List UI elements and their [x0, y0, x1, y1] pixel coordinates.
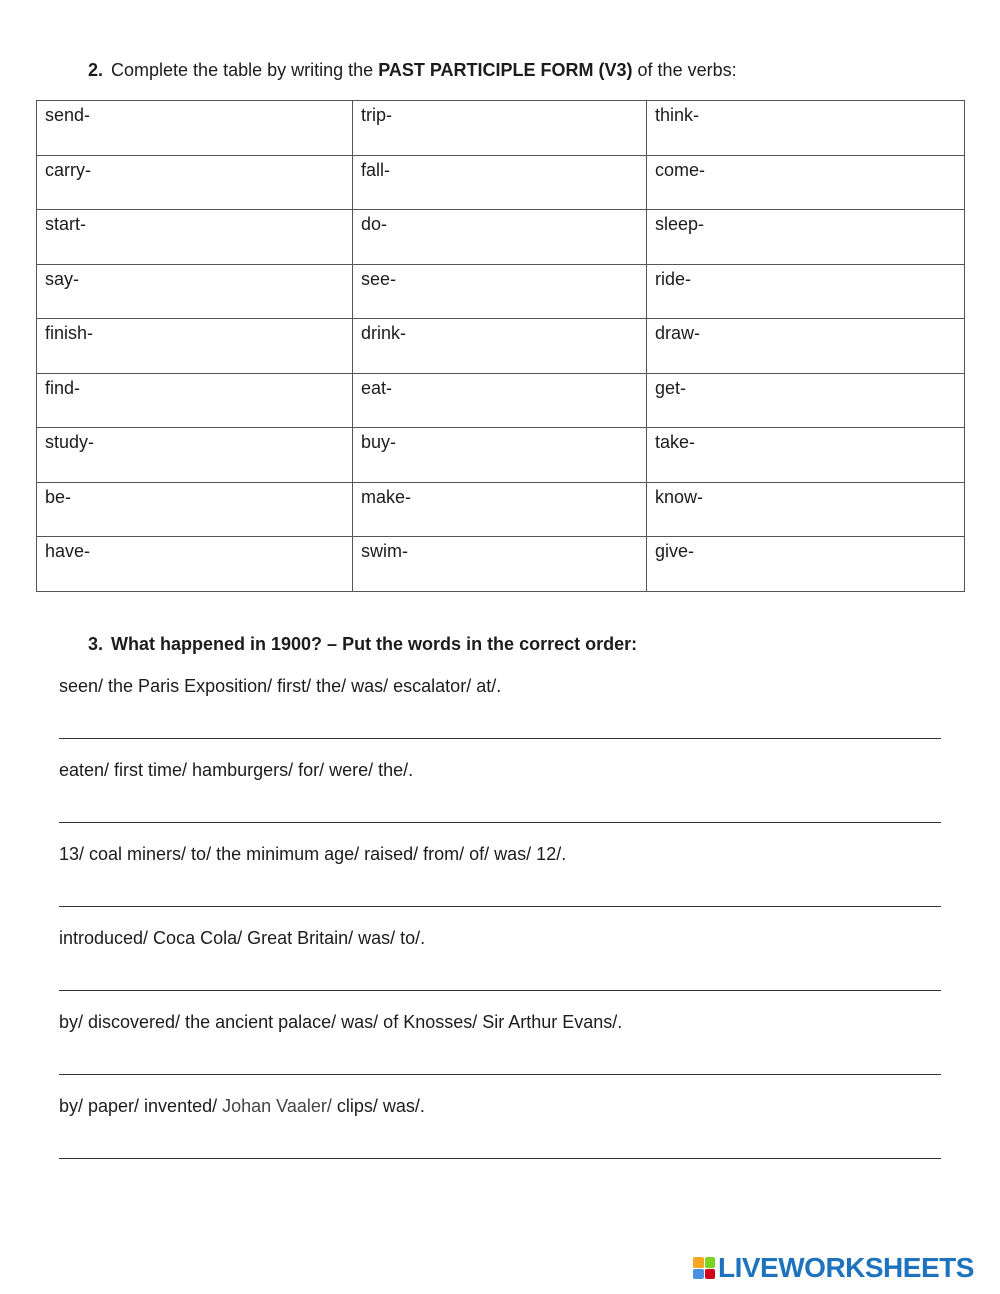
verb-cell[interactable]: find-: [37, 373, 353, 428]
prompt-5: by/ discovered/ the ancient palace/ was/ of Knosses/ Sir Arthur Evans/.: [59, 1012, 623, 1032]
verb-table: [36, 100, 965, 592]
prompt-6-part-3: clips/ was/.: [336, 1096, 425, 1116]
answer-line-6[interactable]: [59, 1158, 941, 1159]
answer-line-4[interactable]: [59, 990, 941, 991]
prompt-6-part-1: by/ paper/ invented/: [59, 1096, 218, 1116]
verb-cell[interactable]: see-: [353, 264, 647, 319]
verb-cell[interactable]: send-: [37, 101, 353, 156]
table-row: [37, 101, 965, 156]
logo-mark-square: [705, 1257, 716, 1268]
logo-mark-icon: [693, 1257, 715, 1279]
prompt-2: eaten/ first time/ hamburgers/ for/ were/ the/.: [59, 760, 414, 780]
question-3-text: What happened in 1900? – Put the words in the correct order:: [111, 634, 638, 654]
logo-mark-square: [693, 1269, 704, 1280]
prompt-4: introduced/ Coca Cola/ Great Britain/ was/ to/.: [59, 928, 426, 948]
verb-cell[interactable]: come-: [647, 155, 965, 210]
table-row: [37, 264, 965, 319]
instruction-text: Complete the table by writing the: [111, 60, 374, 80]
verb-cell[interactable]: trip-: [353, 101, 647, 156]
logo-mark-square: [705, 1269, 716, 1280]
prompt-6: [59, 1096, 425, 1117]
answer-line-3[interactable]: [59, 906, 941, 907]
table-row: [37, 428, 965, 483]
prompt-1: seen/ the Paris Exposition/ first/ the/ was/ escalator/ at/.: [59, 676, 502, 696]
verb-cell[interactable]: study-: [37, 428, 353, 483]
table-row: [37, 155, 965, 210]
verb-cell[interactable]: make-: [353, 482, 647, 537]
verb-cell[interactable]: take-: [647, 428, 965, 483]
table-row: [37, 210, 965, 265]
verb-cell[interactable]: eat-: [353, 373, 647, 428]
verb-cell[interactable]: get-: [647, 373, 965, 428]
question-number: 3.: [88, 634, 104, 654]
verb-cell[interactable]: drink-: [353, 319, 647, 374]
logo-text: LIVEWORKSHEETS: [718, 1252, 974, 1283]
instruction-bold: PAST PARTICIPLE FORM (V3): [378, 60, 633, 80]
verb-cell[interactable]: fall-: [353, 155, 647, 210]
verb-cell[interactable]: have-: [37, 537, 353, 592]
verb-cell[interactable]: finish-: [37, 319, 353, 374]
table-row: [37, 319, 965, 374]
verb-cell[interactable]: be-: [37, 482, 353, 537]
prompt-3: 13/ coal miners/ to/ the minimum age/ raised/ from/ of/ was/ 12/.: [59, 844, 567, 864]
answer-line-2[interactable]: [59, 822, 941, 823]
table-row: [37, 373, 965, 428]
verb-cell[interactable]: draw-: [647, 319, 965, 374]
verb-cell[interactable]: say-: [37, 264, 353, 319]
verb-cell[interactable]: start-: [37, 210, 353, 265]
verb-cell[interactable]: give-: [647, 537, 965, 592]
verb-cell[interactable]: buy-: [353, 428, 647, 483]
verb-cell[interactable]: think-: [647, 101, 965, 156]
answer-line-1[interactable]: [59, 738, 941, 739]
verb-cell[interactable]: do-: [353, 210, 647, 265]
table-row: [37, 482, 965, 537]
verb-cell[interactable]: ride-: [647, 264, 965, 319]
instruction-text-end: of the verbs:: [637, 60, 737, 80]
question-3-heading: [88, 634, 637, 655]
verb-cell[interactable]: carry-: [37, 155, 353, 210]
liveworksheets-logo: [693, 1252, 989, 1284]
prompt-6-part-2: Johan Vaaler/: [222, 1096, 332, 1116]
verb-cell[interactable]: swim-: [353, 537, 647, 592]
verb-cell[interactable]: sleep-: [647, 210, 965, 265]
table-row: [37, 537, 965, 592]
question-2-heading: [88, 60, 737, 81]
logo-mark-square: [693, 1257, 704, 1268]
answer-line-5[interactable]: [59, 1074, 941, 1075]
verb-cell[interactable]: know-: [647, 482, 965, 537]
question-number: 2.: [88, 60, 104, 80]
